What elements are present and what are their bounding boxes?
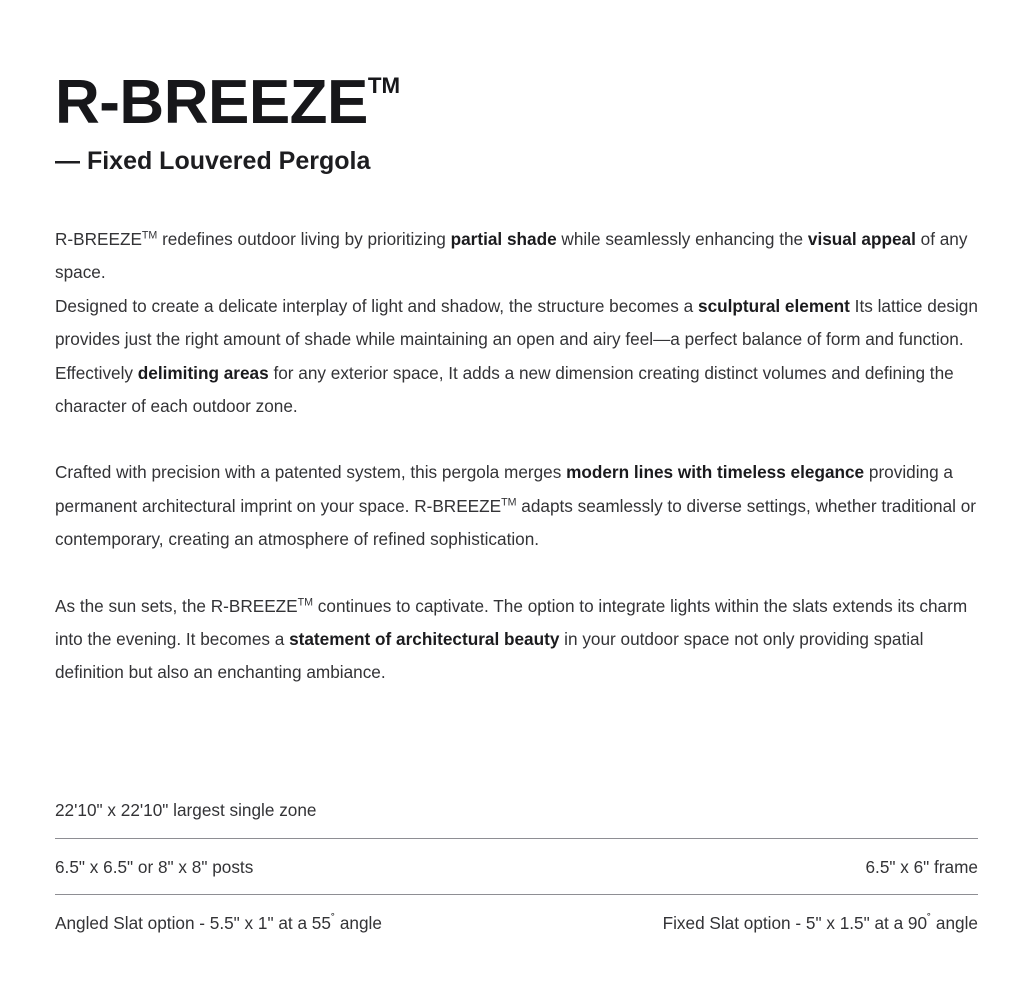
paragraph-intro: R-BREEZE™ redefines outdoor living by prioritizing partial shade while seamlessly enhancing the visual appeal of any space. Designed to create a delicate interplay of light and shadow, the structure becomes a sculptural element Its lattice design provides just the right amount of shade while maintaining an open and airy feel—a perfect balance of form and function. Effectively delimiting areas for any exterior space, It adds a new dimension creating distinct volumes and defining the character of each outdoor zone. <box>55 229 978 417</box>
body-copy <box>55 223 978 690</box>
specifications-table <box>55 800 978 951</box>
emphasis-text: visual appeal <box>807 229 916 249</box>
trademark-symbol: TM <box>297 595 314 608</box>
page-title <box>55 68 978 137</box>
trademark-symbol: TM <box>501 496 517 509</box>
spec-zone-size: 22'10" x 22'10" largest single zone <box>55 800 317 820</box>
spec-row <box>55 800 978 838</box>
paragraph-evening: As the sun sets, the R-BREEZE™ continues to captivate. The option to integrate lights within the slats extends its charm into the evening. It becomes a statement of architectural beauty in your outdoor space not only providing spatial definition but also an enchanting ambiance. <box>55 595 968 683</box>
emphasis-text: statement of architectural beauty <box>289 629 560 650</box>
degree-symbol: ˚ <box>927 911 932 926</box>
title-block <box>55 0 978 176</box>
trademark-symbol: TM <box>141 229 158 242</box>
spec-posts: 6.5" x 6.5" or 8" x 8" posts <box>55 856 254 877</box>
emphasis-text: modern lines with timeless elegance <box>566 462 865 483</box>
page-subtitle: — Fixed Louvered Pergola <box>55 147 371 175</box>
spec-angled-slat-option: Angled Slat option - 5.5" x 1" at a 55˚ angle <box>55 911 382 934</box>
emphasis-text: sculptural element <box>698 295 850 316</box>
trademark-symbol: TM <box>367 72 401 98</box>
paragraph-craftsmanship: Crafted with precision with a patented system, this pergola merges modern lines with timeless elegance providing a permanent architectural imprint on your space. R-BREEZE™ adapts seamlessly to diverse settings, whether traditional or contemporary, creating an atmosphere of refined sophistication. <box>55 462 977 550</box>
product-name: R-BREEZE <box>55 68 368 137</box>
spec-fixed-slat-option: Fixed Slat option - 5" x 1.5" at a 90˚ angle <box>662 911 978 934</box>
spec-frame: 6.5" x 6" frame <box>865 856 978 877</box>
emphasis-text: delimiting areas <box>137 362 269 383</box>
degree-symbol: ˚ <box>330 911 336 926</box>
emphasis-text: partial shade <box>450 229 557 249</box>
spec-row <box>55 894 978 951</box>
spec-row <box>55 838 978 895</box>
